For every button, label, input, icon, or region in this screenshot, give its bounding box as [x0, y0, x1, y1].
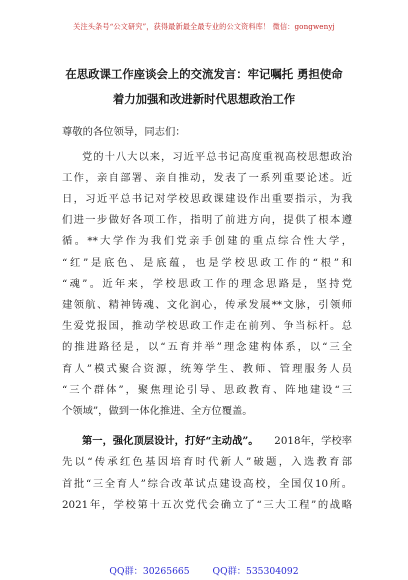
paragraph-line: “魂”。近年来，学校思政工作的理念思路是，坚持党 — [62, 278, 352, 290]
footer-qq-group-2: QQ群：535304092 — [212, 566, 299, 577]
paragraph-line: “三个群体”，聚焦理论引导、思政教育、阵地建设“三 — [62, 384, 352, 396]
greeting: 尊敬的各位领导，同志们： — [62, 126, 186, 138]
paragraph-line: 们进一步做好各项工作，指明了前进方向，提供了根本遵 — [62, 214, 352, 226]
paragraph-line: 的推进路径是，以“五育并举”理念建构体系，以“三全 — [62, 341, 352, 353]
footer — [0, 563, 408, 577]
paragraph-line: “红”是底色、是底蕴，也是学校思政工作的“根”和 — [62, 257, 352, 269]
paragraph-line-continuation: 2018年，学校率 — [274, 435, 352, 447]
paragraph-line: 党的十八大以来，习近平总书记高度重视高校思想政治 — [82, 151, 352, 163]
paragraph-line: 日，习近平总书记对学校思政课建设作出重要指示，为我 — [62, 193, 352, 205]
paragraph-line: 首批“三全育人”综合改革试点建设高校，全国仅10所。 — [62, 478, 352, 490]
paragraph-line: 工作，亲自部署、亲自推动，发表了一系列重要论述。近 — [62, 172, 352, 184]
paragraph-lead-line — [82, 432, 352, 447]
header-banner: 关注头条号“公文研究”，获得最新最全最专业的公文资料库！ 微信：gongwenyj — [73, 22, 335, 31]
paragraph-lead: 第一，强化顶层设计，打好“主动战”。 — [82, 435, 259, 447]
paragraph-line: 个领域”，做到一体化推进、全方位覆盖。 — [62, 405, 253, 417]
paragraph-line: 建领航、精神铸魂、文化润心，传承发展**文脉，引领师 — [62, 299, 352, 311]
footer-qq-group-1: QQ群：30265665 — [109, 566, 190, 577]
paragraph-line: 生爱党报国，推动学校思政工作走在前列、争当标杆。总 — [62, 320, 352, 332]
paragraph-line: 先以“传承红色基因培育时代新人”破题，入选教育部 — [62, 456, 352, 468]
paragraph-line: 循。**大学作为我们党亲手创建的重点综合性大学， — [62, 235, 352, 247]
paragraph-line: 2021年，学校第十五次党代会确立了“三大工程”的战略 — [62, 499, 352, 511]
paragraph-line: 育人”模式聚合资源，统筹学生、教师、管理服务人员 — [62, 363, 352, 375]
document-title-line-1: 在思政课工作座谈会上的交流发言：牢记嘱托 勇担使命 — [65, 67, 343, 81]
document-title-line-2: 着力加强和改进新时代思想政治工作 — [112, 92, 296, 106]
